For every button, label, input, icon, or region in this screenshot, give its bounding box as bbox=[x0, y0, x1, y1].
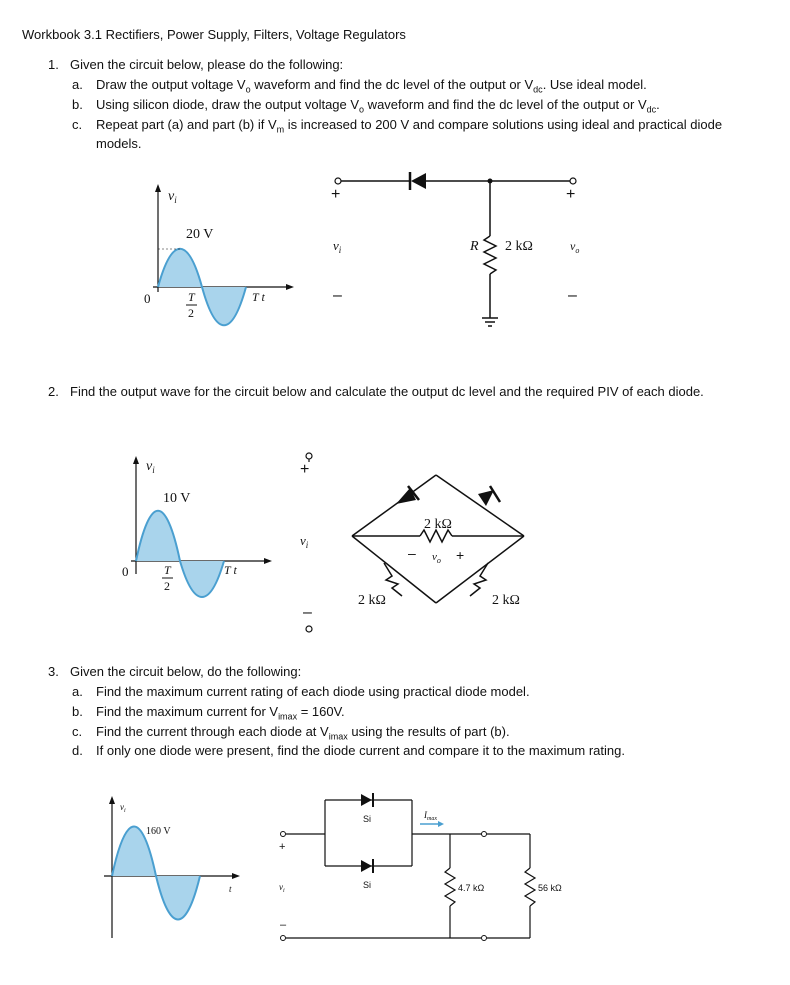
q1-c-text: Repeat part (a) and part (b) if $V_m$ is increased to 200 V and compare solutions using ideal and practical diode bbox=[96, 117, 723, 135]
q2-text: Find the output wave for the circuit below and calculate the output dc level and the required PIV of each diode. bbox=[70, 384, 704, 399]
q1-zero-label: 0 bbox=[144, 291, 151, 306]
q1-y-arrow bbox=[155, 184, 161, 192]
q3-y-arrow bbox=[109, 796, 115, 804]
q2-half-t-den: 2 bbox=[164, 579, 170, 593]
q2-number: 2. bbox=[48, 384, 59, 399]
q2-half-t-num: T bbox=[164, 563, 171, 577]
q1-vi-circuit-label: $v_i$ bbox=[333, 238, 342, 255]
q2-y-arrow bbox=[133, 456, 139, 464]
q3-text: Given the circuit below, do the following: bbox=[70, 664, 302, 679]
q3-in-plus: + bbox=[279, 841, 286, 853]
q3-out-terminal-top bbox=[482, 832, 487, 837]
q2-in-minus: – bbox=[303, 604, 312, 621]
q3-r2-label: 56 kΩ bbox=[538, 883, 562, 893]
q1-vo-label: $v_o$ bbox=[570, 239, 580, 255]
q1-number: 1. bbox=[48, 57, 59, 72]
q1-out-terminal-top bbox=[570, 178, 576, 184]
q1-t-axis-label: T t bbox=[252, 290, 265, 304]
q2-res-center-label: 2 kΩ bbox=[424, 517, 452, 532]
q3-amp-label: 160 V bbox=[146, 826, 171, 837]
q1-in-plus: + bbox=[331, 186, 341, 203]
q3-in-minus: – bbox=[280, 919, 287, 931]
q1-half-t-num: T bbox=[188, 290, 195, 304]
q3-input-waveform bbox=[104, 796, 240, 938]
q2-input-waveform bbox=[122, 456, 272, 597]
q1-a-label: a. bbox=[72, 77, 83, 92]
q3-b-text: Find the maximum current for $V_{imax} = 160V$. bbox=[96, 704, 345, 722]
q3-in-terminal-top bbox=[281, 832, 286, 837]
q3-vi-label: $v_i$ bbox=[120, 802, 126, 814]
q2-vo-minus: – bbox=[408, 545, 416, 561]
q1-c-label: c. bbox=[72, 117, 83, 132]
q2-vi-circuit-label: $v_i$ bbox=[300, 533, 309, 550]
q1-vi-label: $v_i$ bbox=[168, 189, 177, 205]
q3-c-text: Find the current through each diode at $V_{imax}$ using the results of part (b). bbox=[96, 724, 510, 742]
q3-t-axis-label: t bbox=[229, 884, 232, 894]
q3-number: 3. bbox=[48, 664, 59, 679]
q2-in-terminal-top bbox=[306, 453, 312, 459]
q2-res-left-label: 2 kΩ bbox=[358, 593, 386, 608]
q1-amp-label: 20 V bbox=[186, 227, 214, 242]
q2-x-arrow bbox=[264, 558, 272, 564]
q2-circuit bbox=[300, 453, 524, 632]
q2-in-terminal-bottom bbox=[306, 626, 312, 632]
q3-imax-arrow-head bbox=[438, 821, 444, 827]
q3-x-arrow bbox=[232, 873, 240, 879]
q3-resistor-1 bbox=[445, 868, 455, 906]
q1-res-value: 2 kΩ bbox=[505, 239, 533, 254]
q1-input-waveform bbox=[144, 184, 294, 325]
q1-half-t-den: 2 bbox=[188, 306, 194, 320]
q1-r-label: R bbox=[470, 239, 479, 254]
q1-out-plus: + bbox=[566, 186, 576, 203]
q2-vo-label: $v_o$ bbox=[432, 551, 441, 565]
q3-diode-bottom bbox=[361, 860, 372, 872]
q3-c-label: c. bbox=[72, 724, 83, 739]
q2-in-plus: + bbox=[300, 461, 310, 478]
q2-t-axis-label: T t bbox=[224, 563, 237, 577]
q1-text: Given the circuit below, please do the following: bbox=[70, 57, 344, 72]
q1-out-minus: – bbox=[568, 287, 577, 304]
q3-in-terminal-bottom bbox=[281, 936, 286, 941]
q3-out-terminal-bottom bbox=[482, 936, 487, 941]
q3-imax-label: $I_{max}$ bbox=[424, 810, 437, 822]
q2-vo-plus: + bbox=[456, 547, 465, 563]
q3-d-label: d. bbox=[72, 743, 83, 758]
q1-diode bbox=[411, 173, 426, 189]
q3-vi-circuit-label: $v_i$ bbox=[279, 882, 285, 894]
q1-circuit bbox=[331, 172, 579, 326]
q1-b-label: b. bbox=[72, 97, 83, 112]
q1-a-text: Draw the output voltage $V_o$ waveform and find the dc level of the output or $V_{dc}$. Use ideal model. bbox=[96, 77, 647, 95]
q3-resistor-2 bbox=[525, 868, 535, 906]
q2-diode-right bbox=[478, 490, 494, 506]
q2-zero-label: 0 bbox=[122, 564, 129, 579]
q3-a-label: a. bbox=[72, 684, 83, 699]
q2-res-right-label: 2 kΩ bbox=[492, 593, 520, 608]
q3-si-bottom: Si bbox=[363, 880, 372, 890]
q1-b-text: Using silicon diode, draw the output voltage $V_o$ waveform and find the dc level of the output or $V_{dc}$. bbox=[96, 97, 660, 115]
q3-a-text: Find the maximum current rating of each diode using practical diode model. bbox=[96, 684, 530, 699]
q2-vi-label: $v_i$ bbox=[146, 459, 155, 475]
q1-resistor bbox=[484, 236, 496, 274]
q3-circuit bbox=[279, 793, 562, 941]
q1-x-arrow bbox=[286, 284, 294, 290]
q3-diode-top bbox=[361, 794, 372, 806]
q3-si-top: Si bbox=[363, 814, 372, 824]
q1-c-text-line2: models. bbox=[96, 136, 142, 151]
q1-in-minus: – bbox=[333, 287, 342, 304]
q3-r1-label: 4.7 kΩ bbox=[458, 883, 485, 893]
q1-in-terminal-top bbox=[335, 178, 341, 184]
q2-resistor-right bbox=[470, 563, 488, 596]
q3-b-label: b. bbox=[72, 704, 83, 719]
page-title: Workbook 3.1 Rectifiers, Power Supply, Filters, Voltage Regulators bbox=[22, 27, 406, 42]
q3-d-text: If only one diode were present, find the diode current and compare it to the maximum rating. bbox=[96, 743, 625, 758]
q2-amp-label: 10 V bbox=[163, 491, 191, 506]
